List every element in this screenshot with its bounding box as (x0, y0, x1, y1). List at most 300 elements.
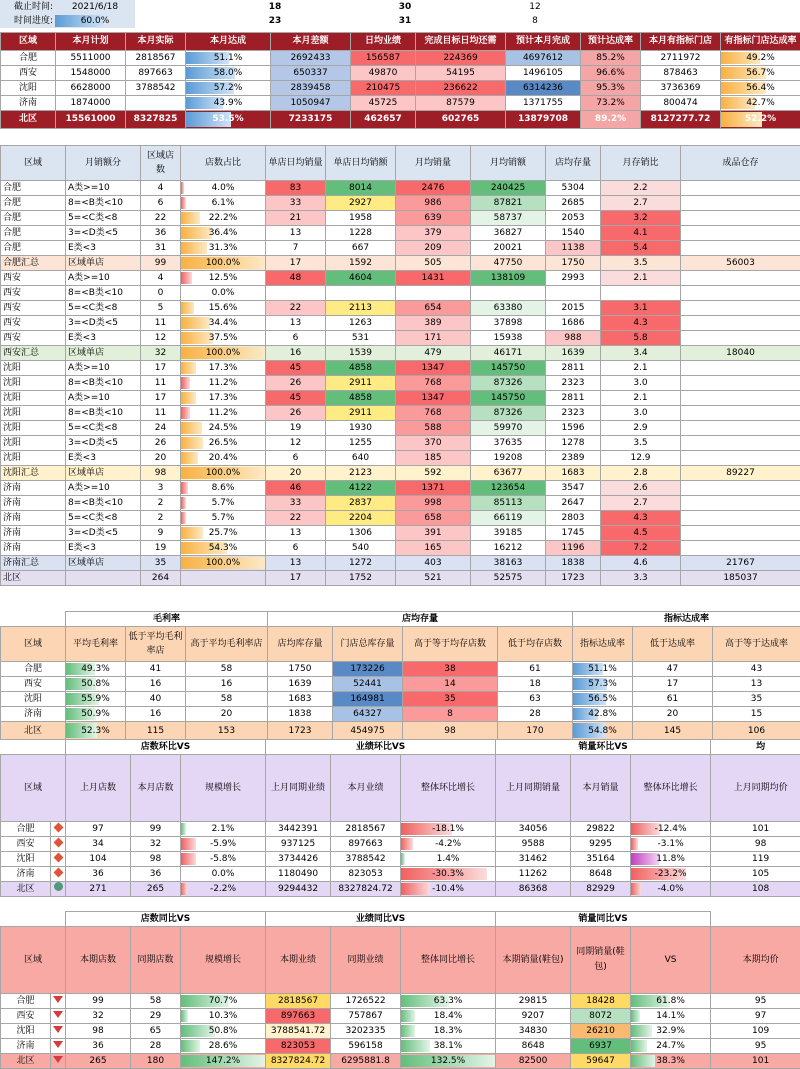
t3-indicator (573, 707, 633, 722)
t2-cell: 3.3 (601, 571, 681, 586)
t2-share-value: 100.0% (206, 348, 240, 358)
t2-cell (601, 286, 681, 301)
t5-cell: 65 (131, 1024, 181, 1039)
t2-cell: 768 (396, 406, 471, 421)
t1-cell: 87579 (416, 96, 506, 111)
t4-header-cell: 上月店数 (66, 755, 131, 822)
t2-cell: 1306 (326, 526, 396, 541)
t2-cell: 8014 (326, 181, 396, 196)
t1-cell: 95.3% (581, 81, 641, 96)
t3-indicator (573, 662, 633, 677)
t2-cell: 济南 (1, 496, 66, 511)
t2-share-bar (181, 392, 196, 404)
t4-growth-value: -2.2% (210, 884, 236, 894)
t2-cell: 1347 (396, 391, 471, 406)
t2-header-cell: 店数占比 (181, 146, 266, 181)
down-triangle-icon (53, 996, 63, 1003)
t4-cell: 9295 (571, 837, 631, 852)
t2-share-value: 54.3% (209, 543, 238, 553)
t2-cell: 4 (141, 271, 181, 286)
t2-row (1, 496, 800, 511)
t2-cell: 13 (266, 316, 326, 331)
t2-share (181, 211, 266, 226)
t4-cell: 86368 (496, 882, 571, 897)
t3-indicator-value: 57.3% (588, 679, 617, 689)
t5-growth-value: 38.1% (434, 1041, 463, 1051)
t2-cell: 2113 (326, 301, 396, 316)
t4-cell: 32 (131, 837, 181, 852)
t2-share (181, 421, 266, 436)
t2-cell: 26 (266, 376, 326, 391)
t4-growth-bar (401, 853, 405, 865)
t2-cell: 209 (396, 241, 471, 256)
t2-row (1, 241, 800, 256)
t4-growth (631, 822, 711, 837)
t4-header-cell: 本月销量 (571, 755, 631, 822)
t2-cell: A类>=10 (66, 361, 141, 376)
t2-cell: 6 (266, 541, 326, 556)
t2-cell: 2911 (326, 376, 396, 391)
t2-cell: 17 (266, 571, 326, 586)
t2-cell: 56003 (681, 256, 800, 271)
t3-cell: 153 (186, 722, 268, 740)
t4-growth-value: -30.3% (432, 869, 464, 879)
t2-cell: 3.0 (601, 376, 681, 391)
t2-share (181, 241, 266, 256)
t3-header-cell: 高于等于均存店数 (403, 627, 498, 662)
t2-row (1, 316, 800, 331)
t2-cell: 185 (396, 451, 471, 466)
t2-header-cell: 区域店数 (141, 146, 181, 181)
t2-cell: E类<3 (66, 541, 141, 556)
t2-cell: 21 (266, 211, 326, 226)
t1-cell: 54195 (416, 66, 506, 81)
t5-growth-value: 14.1% (656, 1011, 685, 1021)
t2-subtotal-row (1, 256, 800, 271)
t4-growth-bar (631, 838, 638, 850)
t2-row (1, 406, 800, 421)
t1-cell: 73.2% (581, 96, 641, 111)
t4-growth-value: -4.0% (658, 884, 684, 894)
t2-share-bar (181, 482, 188, 494)
t4-header-cell: 本月店数 (131, 755, 181, 822)
t5-growth-bar (181, 1040, 200, 1052)
t2-cell: 3.4 (601, 346, 681, 361)
t2-cell (66, 571, 141, 586)
t2-cell: 505 (396, 256, 471, 271)
t2-share-bar (181, 182, 184, 194)
t1-indicator-rate (721, 96, 800, 111)
t3-cell: 16 (126, 707, 186, 722)
t2-cell: 19 (141, 541, 181, 556)
t1-total-achieve-value: 53.5% (212, 114, 243, 124)
t2-cell: 2685 (546, 196, 601, 211)
t4-cell: 897663 (331, 837, 401, 852)
t5-trend-icon-cell (51, 1009, 66, 1024)
t1-cell: 4697612 (506, 51, 581, 66)
t1-achieve (186, 96, 271, 111)
t4-region: 合肥 (1, 822, 51, 837)
t3-cell: 16 (186, 677, 268, 692)
t2-cell: 2053 (546, 211, 601, 226)
t2-cell: 1196 (546, 541, 601, 556)
t3-group-row (1, 612, 800, 627)
t1-cell: 2711972 (641, 51, 721, 66)
t2-cell: 39185 (471, 526, 546, 541)
t5-growth-bar (631, 1055, 655, 1067)
t3-cell: 20 (633, 707, 713, 722)
t2-share-bar (181, 527, 203, 539)
t5-growth-bar (631, 1040, 647, 1052)
t2-cell: 2811 (546, 391, 601, 406)
t2-cell: 7 (266, 241, 326, 256)
t4-growth-value: 2.1% (212, 824, 235, 834)
t2-share-bar (181, 302, 194, 314)
t5-row (1, 1024, 800, 1039)
t2-share (181, 481, 266, 496)
t4-cell: 937125 (266, 837, 331, 852)
t5-row (1, 994, 800, 1009)
circle-icon (54, 882, 63, 891)
t3-header-cell: 门店总库存量 (333, 627, 403, 662)
t2-cell: 986 (396, 196, 471, 211)
t5-trend-icon-cell (51, 1039, 66, 1054)
t2-cell: 640 (326, 451, 396, 466)
t2-cell: 沈阳 (1, 436, 66, 451)
t5-header-cell: VS (631, 927, 711, 994)
t5-row (1, 1009, 800, 1024)
t5-cell: 180 (131, 1054, 181, 1069)
t3-cell: 1723 (268, 722, 333, 740)
t4-cell: 265 (131, 882, 181, 897)
t2-cell: 沈阳汇总 (1, 466, 66, 481)
t3-cell: 41 (126, 662, 186, 677)
t2-share-bar (181, 407, 190, 419)
t4-cell: 36 (66, 867, 131, 882)
t2-cell: 2323 (546, 376, 601, 391)
t2-cell: 12.9 (601, 451, 681, 466)
t4-growth (401, 822, 496, 837)
t2-cell: 20 (266, 466, 326, 481)
t2-cell (681, 286, 800, 301)
t1-cell: 西安 (1, 66, 56, 81)
t5-header-cell: 规模增长 (181, 927, 266, 994)
t2-cell: 1750 (546, 256, 601, 271)
t2-cell: 521 (396, 571, 471, 586)
t2-cell: 西安 (1, 286, 66, 301)
t2-header-cell: 月均销量 (396, 146, 471, 181)
t2-cell: 85113 (471, 496, 546, 511)
t2-cell: 2476 (396, 181, 471, 196)
t1-cell: 1874000 (56, 96, 126, 111)
t2-share (181, 496, 266, 511)
t2-cell: 2.2 (601, 181, 681, 196)
t1-total-cell: 8127277.72 (641, 111, 721, 129)
t1-indicator-rate-value: 49.2% (746, 53, 775, 63)
t4-growth-bar (181, 883, 187, 895)
t2-cell: 8=<B类<10 (66, 376, 141, 391)
t2-cell: 988 (546, 331, 601, 346)
t2-cell: 13 (266, 226, 326, 241)
t5-trend-icon-cell (51, 1054, 66, 1069)
t4-growth (181, 882, 266, 897)
t2-share-value: 31.3% (209, 243, 238, 253)
t5-cell: 82500 (496, 1054, 571, 1069)
t2-share (181, 466, 266, 481)
t5-growth-bar (401, 1040, 430, 1052)
t2-cell: 3547 (546, 481, 601, 496)
t2-cell: 济南 (1, 541, 66, 556)
t1-achieve-value: 58.0% (214, 68, 243, 78)
t3-cell: 沈阳 (1, 692, 66, 707)
t2-cell (681, 526, 800, 541)
t2-share-bar (181, 422, 202, 434)
t5-growth-value: 61.8% (656, 996, 685, 1006)
t4-growth-bar (181, 823, 186, 835)
r1-c: 12 (470, 0, 600, 14)
t3-row (1, 707, 800, 722)
t2-cell (681, 331, 800, 346)
t2-share-value: 22.2% (209, 213, 238, 223)
t2-cell: 8=<B类<10 (66, 496, 141, 511)
progress-cell (55, 14, 135, 28)
diamond-icon (53, 867, 63, 877)
t4-growth-bar (631, 853, 659, 865)
t3-cell: 1750 (268, 662, 333, 677)
t2-cell: 379 (396, 226, 471, 241)
t2-cell: 4.5 (601, 526, 681, 541)
t2-cell: 45 (266, 361, 326, 376)
diamond-icon (53, 837, 63, 847)
r2-b: 31 (340, 14, 470, 28)
t4-growth-bar (181, 853, 196, 865)
t2-cell: 26 (266, 406, 326, 421)
t4-cell: 31462 (496, 852, 571, 867)
t2-cell: 济南汇总 (1, 556, 66, 571)
t1-cell: 沈阳 (1, 81, 56, 96)
t2-row (1, 301, 800, 316)
t2-share (181, 436, 266, 451)
t2-cell: 西安 (1, 331, 66, 346)
t3-cell: 115 (126, 722, 186, 740)
t3-header-cell: 低于达成率 (633, 627, 713, 662)
top-strip (0, 0, 800, 28)
t2-share (181, 526, 266, 541)
t3-cell: 43 (713, 662, 800, 677)
t1-row (1, 81, 800, 96)
t4-growth-bar (401, 838, 413, 850)
t2-cell: 2015 (546, 301, 601, 316)
t4-cell: 98 (711, 837, 800, 852)
t2-cell: 99 (141, 256, 181, 271)
t4-trend-icon-cell (51, 822, 66, 837)
t1-header-cell: 区域 (1, 33, 56, 51)
t3-cell: 164981 (333, 692, 403, 707)
t2-share (181, 541, 266, 556)
t1-cell: 5511000 (56, 51, 126, 66)
t2-cell: 654 (396, 301, 471, 316)
t1-cell: 济南 (1, 96, 56, 111)
spacer (600, 0, 800, 14)
t2-cell: 2.1 (601, 361, 681, 376)
t4-group-title: 均 (711, 740, 800, 755)
t2-cell: 37898 (471, 316, 546, 331)
t4-growth-value: -3.1% (658, 839, 684, 849)
t2-share-value: 20.4% (209, 453, 238, 463)
t3-header-cell: 平均毛利率 (66, 627, 126, 662)
t2-cell: 合肥 (1, 181, 66, 196)
t4-growth (181, 867, 266, 882)
t4-cell: 82929 (571, 882, 631, 897)
t2-row (1, 391, 800, 406)
t2-cell (681, 241, 800, 256)
t5-cell: 95 (711, 1039, 800, 1054)
t2-cell (681, 481, 800, 496)
t3-header-cell: 店均库存量 (268, 627, 333, 662)
t2-share-value: 26.5% (209, 438, 238, 448)
t2-share (181, 511, 266, 526)
t2-cell: A类>=10 (66, 481, 141, 496)
t2-cell: 1745 (546, 526, 601, 541)
t3-cell: 西安 (1, 677, 66, 692)
t3-cell: 16 (126, 677, 186, 692)
t2-cell: 2.1 (601, 391, 681, 406)
t4-growth (631, 852, 711, 867)
t2-row (1, 226, 800, 241)
t5-growth-bar (401, 1025, 415, 1037)
t2-cell (681, 301, 800, 316)
t2-cell (681, 421, 800, 436)
t2-cell: 0 (141, 286, 181, 301)
t2-share-value: 34.4% (209, 318, 238, 328)
t2-cell: 1228 (326, 226, 396, 241)
t3-group-title: 指标达成率 (573, 612, 800, 627)
t4-growth (181, 837, 266, 852)
t2-cell: 3.1 (601, 301, 681, 316)
t4-group-title: 业绩环比VS (266, 740, 496, 755)
t2-cell: 区域单店 (66, 556, 141, 571)
t5-cell: 109 (711, 1024, 800, 1039)
t2-share (181, 451, 266, 466)
t2-share-bar (181, 437, 203, 449)
t2-share-value: 5.7% (212, 498, 235, 508)
t2-cell: 1958 (326, 211, 396, 226)
t3-group-title: 店均存量 (268, 612, 573, 627)
t1-cell: 1548000 (56, 66, 126, 81)
t5-header-cell: 整体同比增长 (401, 927, 496, 994)
t3-cell: 35 (713, 692, 800, 707)
t4-group-row (1, 740, 800, 755)
t2-cell: 18040 (681, 346, 800, 361)
t2-cell: 沈阳 (1, 421, 66, 436)
t2-share (181, 271, 266, 286)
t5-cell: 8327824.72 (266, 1054, 331, 1069)
r1-b: 30 (340, 0, 470, 14)
t2-share-value: 12.5% (209, 273, 238, 283)
t2-cell: 8=<B类<10 (66, 196, 141, 211)
t2-subtotal-row (1, 346, 800, 361)
t2-cell: 6 (266, 451, 326, 466)
t1-cell: 224369 (416, 51, 506, 66)
t2-share (181, 196, 266, 211)
t4-cell: 3734426 (266, 852, 331, 867)
t2-cell (681, 511, 800, 526)
t5-growth (401, 1054, 496, 1069)
t5-growth-bar (631, 1025, 652, 1037)
t3-cell: 35 (403, 692, 498, 707)
t5-growth (631, 1024, 711, 1039)
t2-share (181, 346, 266, 361)
t2-cell: 37635 (471, 436, 546, 451)
t3-cell: 52441 (333, 677, 403, 692)
t2-cell: 171 (396, 331, 471, 346)
t5-group-title: 业绩同比VS (266, 912, 496, 927)
t1-cell: 236622 (416, 81, 506, 96)
t3-cell: 28 (498, 707, 573, 722)
t4-header-cell: 上月同期均价 (711, 755, 800, 822)
t2-share-value: 100.0% (206, 558, 240, 568)
t2-cell: 沈阳 (1, 376, 66, 391)
t2-cell: 5=<C类<8 (66, 421, 141, 436)
t2-share (181, 256, 266, 271)
t3-header-cell: 高于等于达成率 (713, 627, 800, 662)
t2-cell: 123654 (471, 481, 546, 496)
t5-cell: 6937 (571, 1039, 631, 1054)
t1-achieve (186, 66, 271, 81)
t5-group-row (1, 912, 800, 927)
t2-share (181, 226, 266, 241)
t4-trend-icon-cell (51, 852, 66, 867)
t2-cell: 391 (396, 526, 471, 541)
t4-cell: 8327824.72 (331, 882, 401, 897)
t2-share-bar (181, 512, 186, 524)
t3-cell: 58 (186, 692, 268, 707)
t2-cell: 西安 (1, 301, 66, 316)
t3-indicator (573, 677, 633, 692)
t4-growth (631, 882, 711, 897)
t4-cell: 98 (131, 852, 181, 867)
t2-cell: 35 (141, 556, 181, 571)
t2-cell: 87326 (471, 376, 546, 391)
t2-header-cell: 区域 (1, 146, 66, 181)
t1-total-cell: 8327825 (126, 111, 186, 129)
t4-cell: 29822 (571, 822, 631, 837)
t2-cell: 5 (141, 301, 181, 316)
t1-header-cell: 完成目标日均还需 (416, 33, 506, 51)
t2-cell: 沈阳 (1, 451, 66, 466)
t2-cell: 2803 (546, 511, 601, 526)
t4-group-title: 店数环比VS (66, 740, 266, 755)
t2-share-bar (181, 377, 190, 389)
t2-cell: 36 (141, 226, 181, 241)
t2-cell: 合肥 (1, 226, 66, 241)
t5-header-row (1, 927, 800, 994)
t2-cell: 合肥 (1, 196, 66, 211)
t2-cell: 5.4 (601, 241, 681, 256)
t2-header-cell: 单店日均销量 (266, 146, 326, 181)
t4-growth (181, 822, 266, 837)
t1-total-cell: 7233175 (271, 111, 351, 129)
t3-indicator (573, 692, 633, 707)
t4-group-spacer (1, 740, 66, 755)
t5-growth-value: 50.8% (209, 1026, 238, 1036)
t5-cell: 8072 (571, 1009, 631, 1024)
t2-cell: 479 (396, 346, 471, 361)
t2-cell: 4.3 (601, 316, 681, 331)
t5-growth (631, 1009, 711, 1024)
t2-subtotal-row (1, 466, 800, 481)
t2-cell: 1930 (326, 421, 396, 436)
